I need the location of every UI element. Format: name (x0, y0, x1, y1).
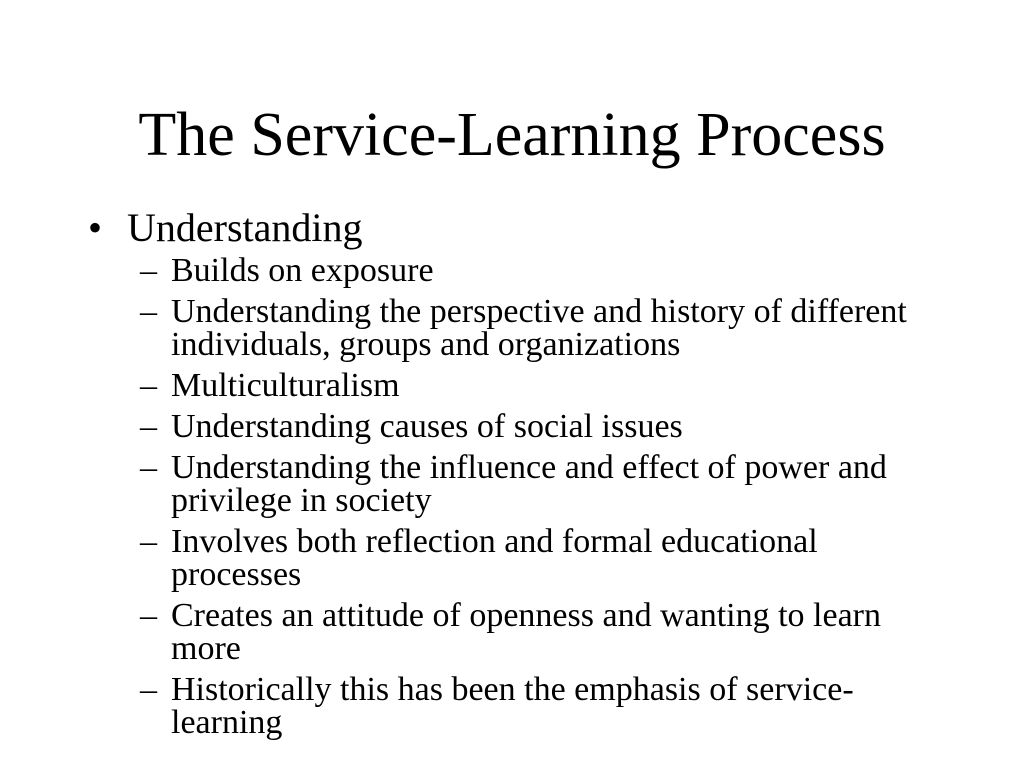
sub-bullet-dash: – (140, 671, 157, 708)
sub-bullet-item (0, 525, 940, 591)
sub-bullet-dash: – (140, 408, 157, 445)
bullet-item-understanding (0, 206, 1024, 250)
bullet-dot: • (88, 205, 103, 250)
sub-bullet-item (0, 254, 940, 287)
sub-bullet-text: Understanding the perspective and history of different individuals, groups and organizations (171, 293, 907, 363)
sub-bullet-dash: – (140, 449, 157, 486)
sub-bullet-dash: – (140, 367, 157, 404)
sub-bullet-text: Understanding the influence and effect of power and privilege in society (171, 449, 887, 519)
bullet-text: Understanding (127, 205, 363, 250)
sub-bullet-item (0, 295, 940, 361)
sub-bullet-dash: – (140, 597, 157, 634)
sub-bullet-text: Involves both reflection and formal educational processes (171, 523, 818, 593)
sub-bullet-item (0, 451, 940, 517)
sub-bullet-item (0, 673, 940, 739)
sub-bullet-list (0, 254, 1024, 739)
sub-bullet-item (0, 369, 940, 402)
sub-bullet-text: Builds on exposure (171, 252, 434, 289)
slide-body (0, 206, 1024, 739)
sub-bullet-dash: – (140, 252, 157, 289)
sub-bullet-item (0, 410, 940, 443)
sub-bullet-text: Understanding causes of social issues (171, 408, 683, 445)
sub-bullet-dash: – (140, 523, 157, 560)
sub-bullet-dash: – (140, 293, 157, 330)
sub-bullet-text: Multiculturalism (171, 367, 400, 404)
sub-bullet-item (0, 599, 940, 665)
sub-bullet-text: Historically this has been the emphasis of service-learning (171, 671, 854, 741)
sub-bullet-text: Creates an attitude of openness and wanting to learn more (171, 597, 881, 667)
slide-title: The Service-Learning Process (138, 101, 886, 169)
